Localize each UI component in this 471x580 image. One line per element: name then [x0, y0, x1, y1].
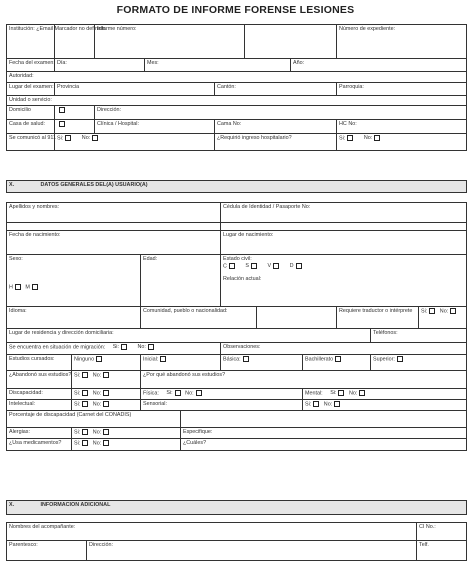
disability-percentage-field[interactable]	[181, 411, 467, 428]
mental-yes-checkbox[interactable]	[338, 390, 344, 396]
studies-basic	[221, 355, 303, 371]
migration-yes-checkbox[interactable]	[121, 344, 127, 350]
civil-v-checkbox[interactable]	[273, 263, 279, 269]
yes-label: Si:	[74, 401, 81, 408]
health-house-checkbox[interactable]	[59, 121, 65, 127]
mental-no-checkbox[interactable]	[359, 390, 365, 396]
id-passport-field[interactable]: Cédula de Identidad / Pasaporte No:	[221, 203, 467, 223]
sex-label: Sexo:	[9, 256, 23, 262]
translator-label: Requiere traductor o intérprete	[337, 307, 419, 329]
sensorial-cell	[141, 400, 303, 411]
yes-label: Si:	[305, 401, 312, 408]
reported-911-no-checkbox[interactable]	[92, 135, 98, 141]
physical-no-checkbox[interactable]	[196, 390, 202, 396]
header-table	[6, 24, 467, 151]
reported-911-options	[55, 134, 215, 151]
province-field[interactable]: Provincia	[55, 83, 215, 96]
companion-address-field[interactable]: Dirección:	[87, 541, 417, 561]
section-header-additional	[7, 501, 467, 515]
dropout-options	[72, 371, 141, 389]
section-title: INFORMACION ADICIONAL	[40, 502, 111, 508]
yes-label: Si:	[339, 135, 346, 142]
civil-c-checkbox[interactable]	[229, 263, 235, 269]
no-label: No:	[92, 372, 102, 379]
civil-d-label: D	[289, 263, 294, 270]
initial-label: Inicial:	[143, 356, 159, 363]
basic-label: Básica:	[223, 356, 241, 363]
mental-cell	[303, 389, 467, 400]
translator-no-checkbox[interactable]	[450, 308, 456, 314]
home-label: Domicilio	[7, 106, 55, 120]
phones-field[interactable]: Teléfonos:	[371, 329, 467, 343]
migration-no-checkbox[interactable]	[148, 344, 154, 350]
no-label: No:	[137, 344, 146, 351]
studies-highschool-checkbox[interactable]	[335, 356, 341, 362]
female-checkbox[interactable]	[32, 284, 38, 290]
residence-field[interactable]: Lugar de residencia y dirección domiciliaria:	[7, 329, 371, 343]
no-label: No:	[92, 440, 102, 447]
additional-info-table	[6, 500, 467, 561]
no-label: No:	[348, 390, 358, 397]
full-name-field-cont[interactable]	[7, 223, 221, 231]
studies-none	[72, 355, 141, 371]
sensorial-options	[303, 400, 467, 411]
yes-label: Si:	[74, 440, 81, 447]
no-label: No:	[185, 390, 194, 397]
section-title: DATOS GENERALES DEL(A) USUARIO(A)	[40, 182, 148, 188]
file-number-label: Número de expediente:	[337, 25, 467, 59]
exam-date-label: Fecha del examen:	[7, 59, 55, 72]
no-label: No:	[363, 135, 373, 142]
male-label: H	[9, 284, 13, 291]
page-title: FORMATO DE INFORME FORENSE LESIONES	[116, 4, 355, 16]
admission-yes-checkbox[interactable]	[347, 135, 353, 141]
studies-label: Estudios cursados:	[7, 355, 72, 371]
no-label: No:	[92, 390, 102, 397]
sex-options	[9, 284, 138, 290]
no-label: No:	[439, 308, 449, 315]
hospital-admission-label: ¿Requirió ingreso hospitalario?	[215, 134, 337, 151]
intellectual-no-checkbox[interactable]	[103, 401, 109, 407]
hc-number-field[interactable]: HC No:	[337, 120, 467, 134]
yes-label: Si:	[166, 390, 173, 397]
disability-no-checkbox[interactable]	[103, 390, 109, 396]
health-house-label: Casa de salud:	[7, 120, 55, 134]
address-field[interactable]: Dirección:	[95, 106, 467, 120]
allergies-no-checkbox[interactable]	[103, 429, 109, 435]
civil-d-checkbox[interactable]	[296, 263, 302, 269]
yes-label: Si:	[330, 390, 337, 397]
migration-label: Se encuentra en situación de migración:	[9, 344, 106, 351]
disability-percentage-label: Porcentaje de discapacidad (Carnet del CONADIS)	[7, 411, 181, 428]
civil-status-options	[223, 263, 464, 269]
exam-place-label: Lugar del examen:	[7, 83, 55, 96]
studies-none-checkbox[interactable]	[96, 356, 102, 362]
civil-c-label: C	[223, 263, 227, 270]
male-checkbox[interactable]	[15, 284, 21, 290]
observations-field[interactable]: Observaciones:	[221, 343, 467, 355]
higher-label: Superior:	[373, 356, 395, 363]
id-passport-field-cont[interactable]	[221, 223, 467, 231]
studies-initial-checkbox[interactable]	[160, 356, 166, 362]
canton-field[interactable]: Cantón:	[215, 83, 337, 96]
authority-field[interactable]: Autoridad:	[7, 72, 467, 83]
community-field[interactable]	[257, 307, 337, 329]
civil-s-label: S	[245, 263, 250, 270]
home-checkbox-cell[interactable]	[55, 106, 95, 120]
allergies-label: Alergias:	[7, 428, 72, 439]
studies-basic-checkbox[interactable]	[243, 356, 249, 362]
health-house-checkbox-cell[interactable]	[55, 120, 95, 134]
spacer	[7, 515, 467, 523]
reported-911-label: Se comunicó al 911	[7, 134, 55, 151]
female-label: M	[25, 284, 30, 291]
report-number-label: Informe número:	[95, 25, 245, 59]
studies-initial	[141, 355, 221, 371]
physical-label: Física:	[143, 390, 159, 397]
translator-options	[419, 307, 467, 329]
companion-phone-field[interactable]: Telf.	[417, 541, 467, 561]
medication-label: ¿Usa medicamentos?	[7, 439, 72, 451]
physical-yes-checkbox[interactable]	[175, 390, 181, 396]
community-label: Comunidad, pueblo o nacionalidad:	[141, 307, 257, 329]
medication-which-field[interactable]: ¿Cuáles?	[181, 439, 467, 451]
full-name-field[interactable]: Apellidos y nombres:	[7, 203, 221, 223]
sensorial-no-checkbox[interactable]	[334, 401, 340, 407]
disability-yes-checkbox[interactable]	[82, 390, 88, 396]
birth-place-field[interactable]: Lugar de nacimiento:	[221, 231, 467, 255]
day-field[interactable]: Día:	[55, 59, 145, 72]
intellectual-options	[72, 400, 141, 411]
no-label: No:	[92, 429, 102, 436]
studies-higher-checkbox[interactable]	[397, 356, 403, 362]
no-label: No:	[323, 401, 333, 408]
clinic-hospital-field[interactable]: Clínica / Hospital:	[95, 120, 215, 134]
studies-higher	[371, 355, 467, 371]
no-label: No:	[81, 135, 91, 142]
dropout-label: ¿Abandonó sus estudios?	[7, 371, 72, 389]
reported-911-yes-checkbox[interactable]	[65, 135, 71, 141]
civil-status-label: Estado civil:	[223, 256, 252, 262]
birth-date-field[interactable]: Fecha de nacimiento:	[7, 231, 221, 255]
civil-v-label: V	[267, 263, 272, 270]
general-data-table	[6, 180, 467, 451]
sex-cell	[7, 255, 141, 307]
intellectual-yes-checkbox[interactable]	[82, 401, 88, 407]
section-number: X.	[9, 182, 15, 188]
hospital-admission-options	[337, 134, 467, 151]
studies-highschool	[303, 355, 371, 371]
mental-label: Mental:	[305, 390, 323, 397]
year-field[interactable]: Año:	[291, 59, 467, 72]
language-field[interactable]: Idioma:	[7, 307, 141, 329]
yes-label: Si:	[74, 429, 81, 436]
parish-field[interactable]: Parroquia:	[337, 83, 467, 96]
allergies-specify-field[interactable]: Especifique:	[181, 428, 467, 439]
dropout-yes-checkbox[interactable]	[82, 372, 88, 378]
civil-s-checkbox[interactable]	[251, 263, 257, 269]
report-number-field[interactable]	[245, 25, 337, 59]
home-checkbox[interactable]	[59, 107, 65, 113]
medication-options	[72, 439, 181, 451]
spacer	[7, 193, 467, 203]
admission-no-checkbox[interactable]	[374, 135, 380, 141]
migration-cell	[7, 343, 221, 355]
disability-options	[72, 389, 141, 400]
current-relationship-label: Relación actual:	[223, 276, 262, 283]
intellectual-label: Intelectual:	[7, 400, 72, 411]
companion-id-field[interactable]: CI No.:	[417, 523, 467, 541]
yes-label: Si:	[74, 390, 81, 397]
month-field[interactable]: Mes:	[145, 59, 291, 72]
relationship-field[interactable]: Parentesco:	[7, 541, 87, 561]
allergies-yes-checkbox[interactable]	[82, 429, 88, 435]
highschool-label: Bachillerato	[305, 356, 334, 363]
yes-label: Si:	[421, 308, 428, 315]
medication-yes-checkbox[interactable]	[82, 440, 88, 446]
allergies-options	[72, 428, 181, 439]
bed-number-field[interactable]: Cama No:	[215, 120, 337, 134]
dropout-reason-field[interactable]: ¿Por qué abandonó sus estudios?	[141, 371, 467, 389]
section-header-general	[7, 181, 467, 193]
unit-service-field[interactable]: Unidad o servicio:	[7, 96, 467, 106]
yes-label: Si:	[112, 344, 119, 351]
sensorial-label: Sensorial:	[143, 401, 167, 407]
dropout-no-checkbox[interactable]	[103, 372, 109, 378]
yes-label: Si:	[57, 135, 64, 142]
sensorial-yes-checkbox[interactable]	[313, 401, 319, 407]
companion-name-field[interactable]: Nombres del acompañante:	[7, 523, 417, 541]
medication-no-checkbox[interactable]	[103, 440, 109, 446]
disability-label: Discapacidad:	[7, 389, 72, 400]
section-number: X.	[9, 502, 15, 508]
translator-yes-checkbox[interactable]	[429, 308, 435, 314]
physical-cell	[141, 389, 303, 400]
yes-label: Si:	[74, 372, 81, 379]
age-field[interactable]: Edad:	[141, 255, 221, 307]
institution-label: Institución: ¿Email Marcador no definido.	[7, 25, 55, 59]
none-label: Ninguno	[74, 356, 95, 363]
civil-status-cell	[221, 255, 467, 307]
no-label: No:	[92, 401, 102, 408]
